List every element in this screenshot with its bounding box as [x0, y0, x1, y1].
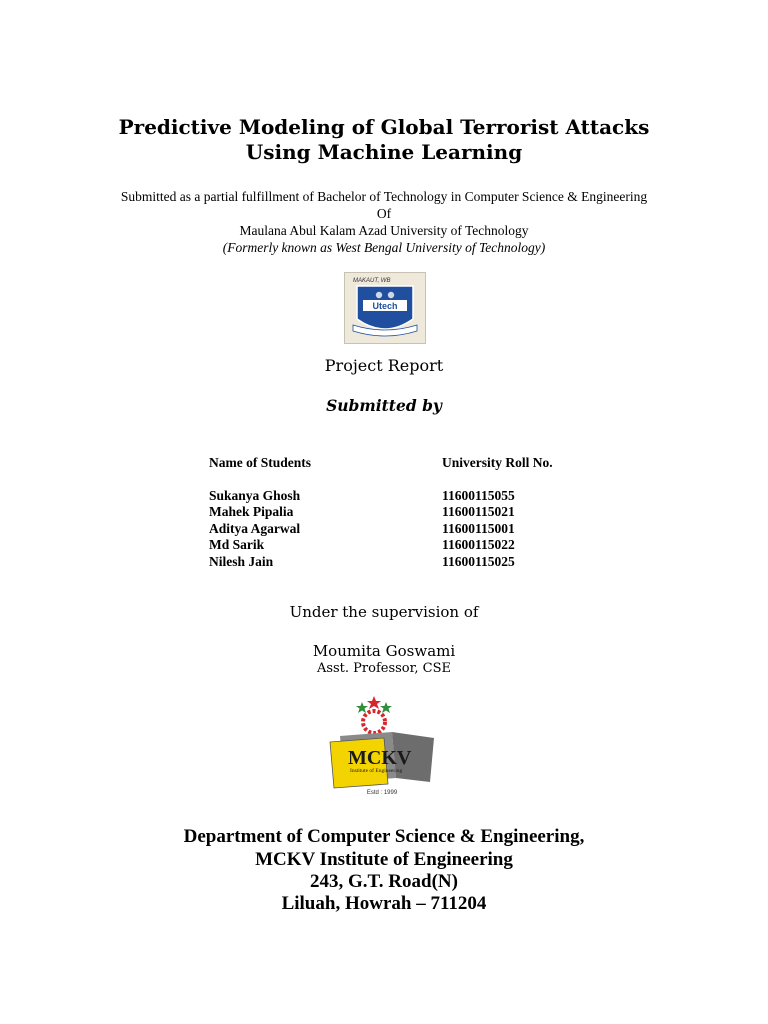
table-row: [209, 488, 609, 505]
student-name: Mahek Pipalia: [209, 504, 294, 520]
college-logo: [322, 692, 446, 798]
table-row: [209, 537, 609, 554]
logo-top-text: MAKAUT, WB: [353, 278, 391, 284]
green-star-icon: [380, 702, 392, 713]
student-roll: 11600115025: [442, 553, 515, 569]
submitted-by-label: Submitted by: [326, 396, 442, 415]
student-roll: 11600115055: [442, 487, 515, 503]
utech-emblem-icon: [345, 273, 425, 343]
report-label: Project Report: [324, 356, 444, 375]
header-university-roll: University Roll No.: [442, 455, 553, 470]
submission-line-3: Maulana Abul Kalam Azad University of Technology: [239, 223, 529, 238]
submission-line-4: (Formerly known as West Bengal University of Technology): [222, 240, 546, 255]
department-line-3: 243, G.T. Road(N): [310, 871, 458, 892]
table-row: [209, 554, 609, 571]
shield-gear-right: [388, 292, 394, 298]
university-logo: [344, 272, 426, 344]
gear-icon: [363, 711, 385, 733]
submission-line-2: Of: [376, 206, 392, 221]
student-name: Aditya Agarwal: [209, 520, 301, 536]
department-line-2: MCKV Institute of Engineering: [255, 849, 513, 870]
green-star-icon: [356, 702, 368, 713]
department-line-4: Liluah, Howrah – 711204: [281, 893, 487, 914]
mckv-emblem-icon: [322, 692, 446, 798]
table-row: [209, 504, 609, 521]
header-name-of-students: Name of Students: [209, 455, 312, 470]
supervisor-designation: Asst. Professor, CSE: [316, 661, 452, 676]
submission-line-1: Submitted as a partial fulfillment of Bachelor of Technology in Computer Science & Engineering: [120, 189, 648, 204]
students-table-header: [209, 455, 609, 472]
table-row: [209, 521, 609, 538]
supervisor-name: Moumita Goswami: [312, 642, 456, 660]
document-title-line-1: Predictive Modeling of Global Terrorist Attacks: [118, 115, 650, 139]
logo-tagline-text: Institute of Engineering: [350, 768, 403, 774]
document-title-line-2: Using Machine Learning: [245, 140, 523, 164]
logo-brand-text: MCKV: [348, 747, 412, 769]
red-star-icon: [367, 696, 381, 709]
department-line-1: Department of Computer Science & Engineering,: [183, 826, 585, 847]
student-roll: 11600115022: [442, 537, 515, 553]
logo-estd-text: Estd : 1999: [366, 790, 398, 796]
student-name: Nilesh Jain: [209, 553, 274, 569]
supervision-label: Under the supervision of: [289, 603, 479, 621]
shield-gear-left: [376, 292, 382, 298]
student-name: Sukanya Ghosh: [209, 487, 301, 503]
student-roll: 11600115001: [442, 520, 515, 536]
students-table: [209, 455, 609, 571]
student-name: Md Sarik: [209, 537, 265, 553]
student-roll: 11600115021: [442, 504, 515, 520]
logo-brand-text: Utech: [372, 301, 398, 311]
